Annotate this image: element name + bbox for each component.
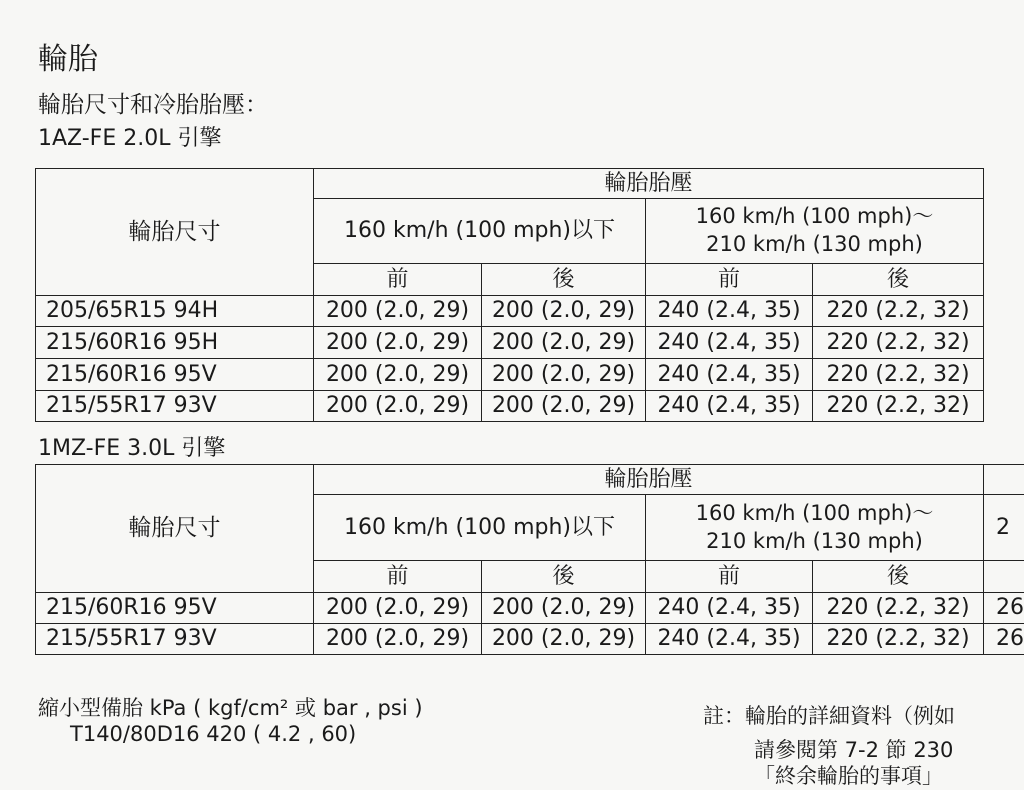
header-extra bbox=[984, 465, 1024, 495]
header-speed-low: 160 km/h (100 mph)以下 bbox=[314, 495, 646, 561]
header-tire-pressure: 輪胎胎壓 bbox=[314, 465, 984, 495]
pressure-cell: 200 (2.0, 29) bbox=[482, 359, 646, 391]
tire-size-cell: 215/60R16 95V bbox=[36, 593, 314, 624]
pressure-cell: 220 (2.2, 32) bbox=[813, 624, 984, 655]
pressure-cell: 200 (2.0, 29) bbox=[314, 327, 482, 359]
speed-high-line2: 210 km/h (130 mph) bbox=[646, 528, 983, 556]
engine-heading-2: 1MZ-FE 3.0L 引擎 bbox=[38, 431, 225, 462]
engine-heading-1: 1AZ-FE 2.0L 引擎 bbox=[38, 121, 221, 152]
pressure-cell: 240 (2.4, 35) bbox=[646, 624, 813, 655]
pressure-cell: 220 (2.2, 32) bbox=[813, 359, 984, 391]
pressure-cell: 220 (2.2, 32) bbox=[813, 296, 984, 327]
pressure-cell: 240 (2.4, 35) bbox=[646, 296, 813, 327]
header-front: 前 bbox=[314, 561, 482, 593]
page-title: 輪胎 bbox=[38, 34, 98, 78]
speed-high-line1: 160 km/h (100 mph)～ bbox=[646, 203, 983, 231]
tire-size-cell: 215/60R16 95V bbox=[36, 359, 314, 391]
note-line-3: 「終余輪胎的事項」 bbox=[754, 760, 943, 790]
pressure-cell: 220 (2.2, 32) bbox=[813, 391, 984, 422]
header-extra bbox=[984, 561, 1024, 593]
section-subtitle: 輪胎尺寸和冷胎胎壓： bbox=[38, 86, 268, 119]
pressure-cell: 240 (2.4, 35) bbox=[646, 391, 813, 422]
pressure-cell: 220 (2.2, 32) bbox=[813, 327, 984, 359]
pressure-cell: 200 (2.0, 29) bbox=[482, 296, 646, 327]
pressure-cell-partial: 26 bbox=[984, 593, 1024, 624]
pressure-cell: 240 (2.4, 35) bbox=[646, 359, 813, 391]
header-front: 前 bbox=[314, 264, 482, 296]
pressure-cell: 220 (2.2, 32) bbox=[813, 593, 984, 624]
pressure-cell: 200 (2.0, 29) bbox=[314, 624, 482, 655]
pressure-cell: 200 (2.0, 29) bbox=[314, 296, 482, 327]
header-rear: 後 bbox=[482, 264, 646, 296]
header-speed-high bbox=[646, 495, 984, 561]
header-speed-extra: 2 bbox=[984, 495, 1024, 561]
header-rear: 後 bbox=[813, 561, 984, 593]
table-row bbox=[36, 359, 984, 391]
header-rear: 後 bbox=[813, 264, 984, 296]
pressure-cell-partial: 26 bbox=[984, 624, 1024, 655]
pressure-cell: 200 (2.0, 29) bbox=[482, 624, 646, 655]
pressure-cell: 200 (2.0, 29) bbox=[482, 391, 646, 422]
header-rear: 後 bbox=[482, 561, 646, 593]
pressure-cell: 200 (2.0, 29) bbox=[314, 391, 482, 422]
tire-pressure-table-2 bbox=[35, 464, 1024, 655]
pressure-cell: 200 (2.0, 29) bbox=[482, 327, 646, 359]
header-speed-high bbox=[646, 199, 984, 264]
table-row bbox=[36, 391, 984, 422]
header-tire-pressure: 輪胎胎壓 bbox=[314, 169, 984, 199]
pressure-cell: 200 (2.0, 29) bbox=[314, 359, 482, 391]
header-tire-size: 輪胎尺寸 bbox=[36, 465, 314, 593]
header-speed-low: 160 km/h (100 mph)以下 bbox=[314, 199, 646, 264]
speed-high-line2: 210 km/h (130 mph) bbox=[646, 231, 983, 259]
tire-pressure-table-1 bbox=[35, 168, 984, 422]
header-tire-size: 輪胎尺寸 bbox=[36, 169, 314, 296]
pressure-cell: 200 (2.0, 29) bbox=[314, 593, 482, 624]
tire-size-cell: 205/65R15 94H bbox=[36, 296, 314, 327]
table-row bbox=[36, 296, 984, 327]
pressure-cell: 240 (2.4, 35) bbox=[646, 593, 813, 624]
table-row bbox=[36, 624, 1024, 655]
tire-size-cell: 215/60R16 95H bbox=[36, 327, 314, 359]
tire-size-cell: 215/55R17 93V bbox=[36, 391, 314, 422]
header-front: 前 bbox=[646, 264, 813, 296]
pressure-cell: 240 (2.4, 35) bbox=[646, 327, 813, 359]
spare-tire-label: 縮小型備胎 kPa ( kgf/cm² 或 bar , psi ) bbox=[38, 692, 423, 722]
note-line-2: 請參閱第 7-2 節 230 bbox=[754, 734, 953, 764]
note-line-1: 註：輪胎的詳細資料（例如 bbox=[703, 700, 955, 730]
tire-size-cell: 215/55R17 93V bbox=[36, 624, 314, 655]
header-front: 前 bbox=[646, 561, 813, 593]
speed-high-line1: 160 km/h (100 mph)～ bbox=[646, 500, 983, 528]
pressure-cell: 200 (2.0, 29) bbox=[482, 593, 646, 624]
table-row bbox=[36, 593, 1024, 624]
spare-tire-value: T140/80D16 420 ( 4.2 , 60) bbox=[70, 722, 356, 746]
table-row bbox=[36, 327, 984, 359]
